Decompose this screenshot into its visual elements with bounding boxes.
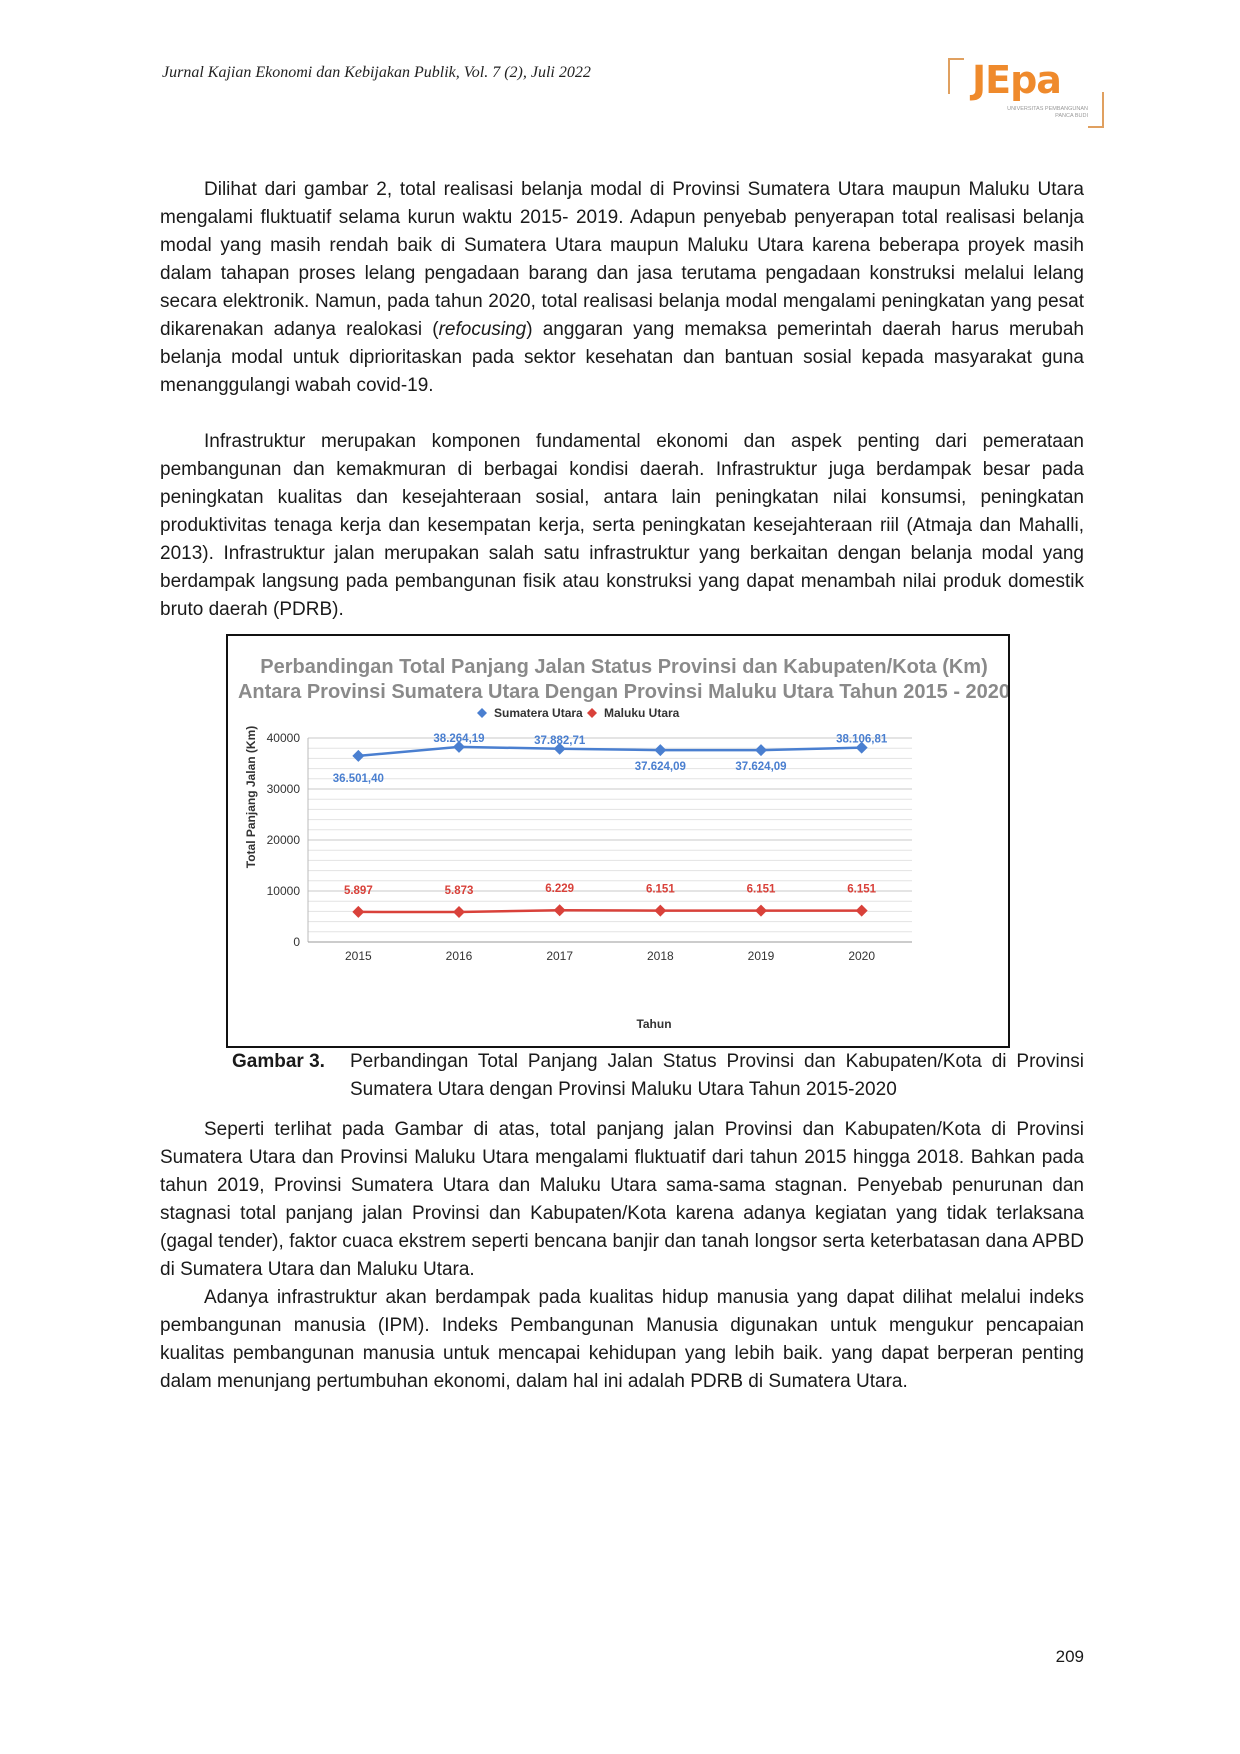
data-point bbox=[554, 904, 566, 916]
y-tick-label: 20000 bbox=[266, 833, 300, 847]
paragraph-1-text-b: ) anggaran yang memaksa pemerintah daerah harus merubah belanja modal untuk diprioritaskan pada sektor kesehatan dan bantuan sosial kepada masyarakat guna menanggulangi wabah covid-19. bbox=[160, 319, 1084, 396]
chart-svg bbox=[228, 636, 1008, 1046]
data-point bbox=[755, 905, 767, 917]
figure-3 bbox=[226, 634, 1010, 1048]
journal-logo bbox=[948, 56, 1104, 128]
chart-x-ticks bbox=[345, 949, 875, 963]
x-tick-label: 2018 bbox=[646, 949, 674, 963]
data-point bbox=[453, 906, 465, 918]
x-tick-label: 2015 bbox=[344, 949, 372, 963]
paragraph-2-text: Infrastruktur merupakan komponen fundamental ekonomi dan aspek penting dari pemerataan pembangunan dan kemakmuran di berbagai kondisi daerah. Infrastruktur juga berdampak besar pada peningkatan kualitas dan kesejahteraan sosial, antara lain peningkatan nilai konsumsi, peningkatan produktivitas tenaga kerja dan kesempatan kerja, serta peningkatan kesejahteraan riil (Atmaja dan Mahalli, 2013). Infrastruktur jalan merupakan salah satu infrastruktur yang berkaitan dengan belanja modal yang berdampak langsung pada pembangunan fisik atau konstruksi yang dapat menambah nilai produk domestik bruto daerah (PDRB). bbox=[160, 431, 1084, 620]
legend-marker bbox=[587, 708, 597, 718]
paragraph-1-text-a: Dilihat dari gambar 2, total realisasi belanja modal di Provinsi Sumatera Utara maupun Maluku Utara mengalami fluktuatif selama kurun waktu 2015- 2019. Adapun penyebab penyerapan total realisasi belanja modal yang masih rendah baik di Sumatera Utara maupun Maluku Utara karena beberapa proyek masih dalam tahapan proses lelang pengadaan barang dan jasa terutama pengadaan konstruksi melalui lelang secara elektronik. Namun, pada tahun 2020, total realisasi belanja modal mengalami peningkatan yang pesat dikarenakan adanya realokasi ( bbox=[160, 179, 1084, 340]
chart-subtitle: Antara Provinsi Sumatera Utara Dengan Provinsi Maluku Utara Tahun 2015 - 2020 bbox=[237, 681, 1008, 703]
caption-text: Perbandingan Total Panjang Jalan Status Provinsi dan Kabupaten/Kota di Provinsi Sumatera Utara dengan Provinsi Maluku Utara Tahun 2015-2020 bbox=[350, 1051, 1084, 1100]
logo-subtitle bbox=[978, 106, 1088, 120]
data-point bbox=[352, 750, 364, 762]
data-label: 6.151 bbox=[847, 883, 877, 896]
x-tick-label: 2016 bbox=[445, 949, 473, 963]
data-label: 37.882,71 bbox=[534, 734, 586, 747]
chart-legend bbox=[477, 706, 680, 720]
logo-frame-top-left bbox=[948, 58, 964, 94]
paragraph-1 bbox=[160, 176, 1084, 400]
y-tick-label: 10000 bbox=[266, 884, 300, 898]
chart-title: Perbandingan Total Panjang Jalan Status Provinsi dan Kabupaten/Kota (Km) bbox=[260, 656, 988, 678]
data-label: 5.897 bbox=[343, 884, 373, 897]
data-label: 5.873 bbox=[444, 885, 474, 898]
caption-label: Gambar 3. bbox=[232, 1051, 325, 1072]
data-label: 6.229 bbox=[545, 883, 575, 896]
x-tick-label: 2019 bbox=[747, 949, 775, 963]
data-point bbox=[856, 905, 868, 917]
legend-label: Sumatera Utara bbox=[494, 706, 583, 720]
data-label: 36.501,40 bbox=[332, 772, 384, 785]
page-number: 209 bbox=[1055, 1647, 1084, 1666]
paragraph-1-italic: refocusing bbox=[438, 319, 527, 340]
data-point bbox=[352, 906, 364, 918]
paragraph-3-text: Seperti terlihat pada Gambar di atas, total panjang jalan Provinsi dan Kabupaten/Kota di Provinsi Sumatera Utara dan Provinsi Maluku Utara mengalami fluktuatif dari tahun 2015 hingga 2018. Bahkan pada tahun 2019, Provinsi Sumatera Utara dan Maluku Utara sama-sama stagnan. Penyebab penurunan dan stagnasi total panjang jalan Provinsi dan Kabupaten/Kota karena adanya kegiatan yang tidak terlaksana (gagal tender), faktor cuaca ekstrem seperti bencana banjir dan tanah longsor serta keterbatasan dana APBD di Sumatera Utara dan Maluku Utara. bbox=[160, 1119, 1084, 1280]
y-axis-label: Total Panjang Jalan (Km) bbox=[244, 725, 258, 869]
data-label: 38.106,81 bbox=[836, 733, 888, 746]
paragraph-3 bbox=[160, 1116, 1084, 1284]
paragraph-4 bbox=[160, 1284, 1084, 1396]
logo-subtitle-line-1: UNIVERSITAS PEMBANGUNAN bbox=[1007, 106, 1088, 112]
data-label: 6.151 bbox=[645, 883, 675, 896]
data-point bbox=[755, 744, 767, 756]
y-tick-label: 30000 bbox=[266, 782, 300, 796]
data-point bbox=[654, 744, 666, 756]
data-label: 37.624,09 bbox=[634, 761, 686, 774]
x-tick-label: 2017 bbox=[546, 949, 574, 963]
line-chart bbox=[228, 636, 1008, 1051]
logo-text: JEpa bbox=[972, 58, 1061, 102]
data-label: 6.151 bbox=[746, 883, 776, 896]
chart-y-ticks bbox=[267, 731, 301, 949]
data-point bbox=[654, 905, 666, 917]
paragraph-4-text: Adanya infrastruktur akan berdampak pada kualitas hidup manusia yang dapat dilihat melalui indeks pembangunan manusia (IPM). Indeks Pembangunan Manusia digunakan untuk mengukur pencapaian kualitas pembangunan manusia untuk mencapai kehidupan yang lebih baik. yang dapat berperan penting dalam menunjang pertumbuhan ekonomi, dalam hal ini adalah PDRB di Sumatera Utara. bbox=[160, 1287, 1084, 1392]
data-label: 37.624,09 bbox=[735, 761, 787, 774]
legend-marker bbox=[477, 708, 487, 718]
paragraph-2 bbox=[160, 428, 1084, 624]
logo-frame-bottom-right bbox=[1088, 92, 1104, 128]
legend-label: Maluku Utara bbox=[604, 706, 680, 720]
data-label: 38.264,19 bbox=[433, 732, 485, 745]
y-tick-label: 40000 bbox=[266, 731, 300, 745]
y-tick-label: 0 bbox=[293, 935, 300, 949]
x-tick-label: 2020 bbox=[848, 949, 876, 963]
x-axis-label: Tahun bbox=[636, 1017, 672, 1031]
journal-header: Jurnal Kajian Ekonomi dan Kebijakan Publik, Vol. 7 (2), Juli 2022 bbox=[162, 64, 591, 81]
chart-series bbox=[333, 733, 888, 918]
logo-subtitle-line-2: PANCA BUDI bbox=[1055, 113, 1088, 119]
